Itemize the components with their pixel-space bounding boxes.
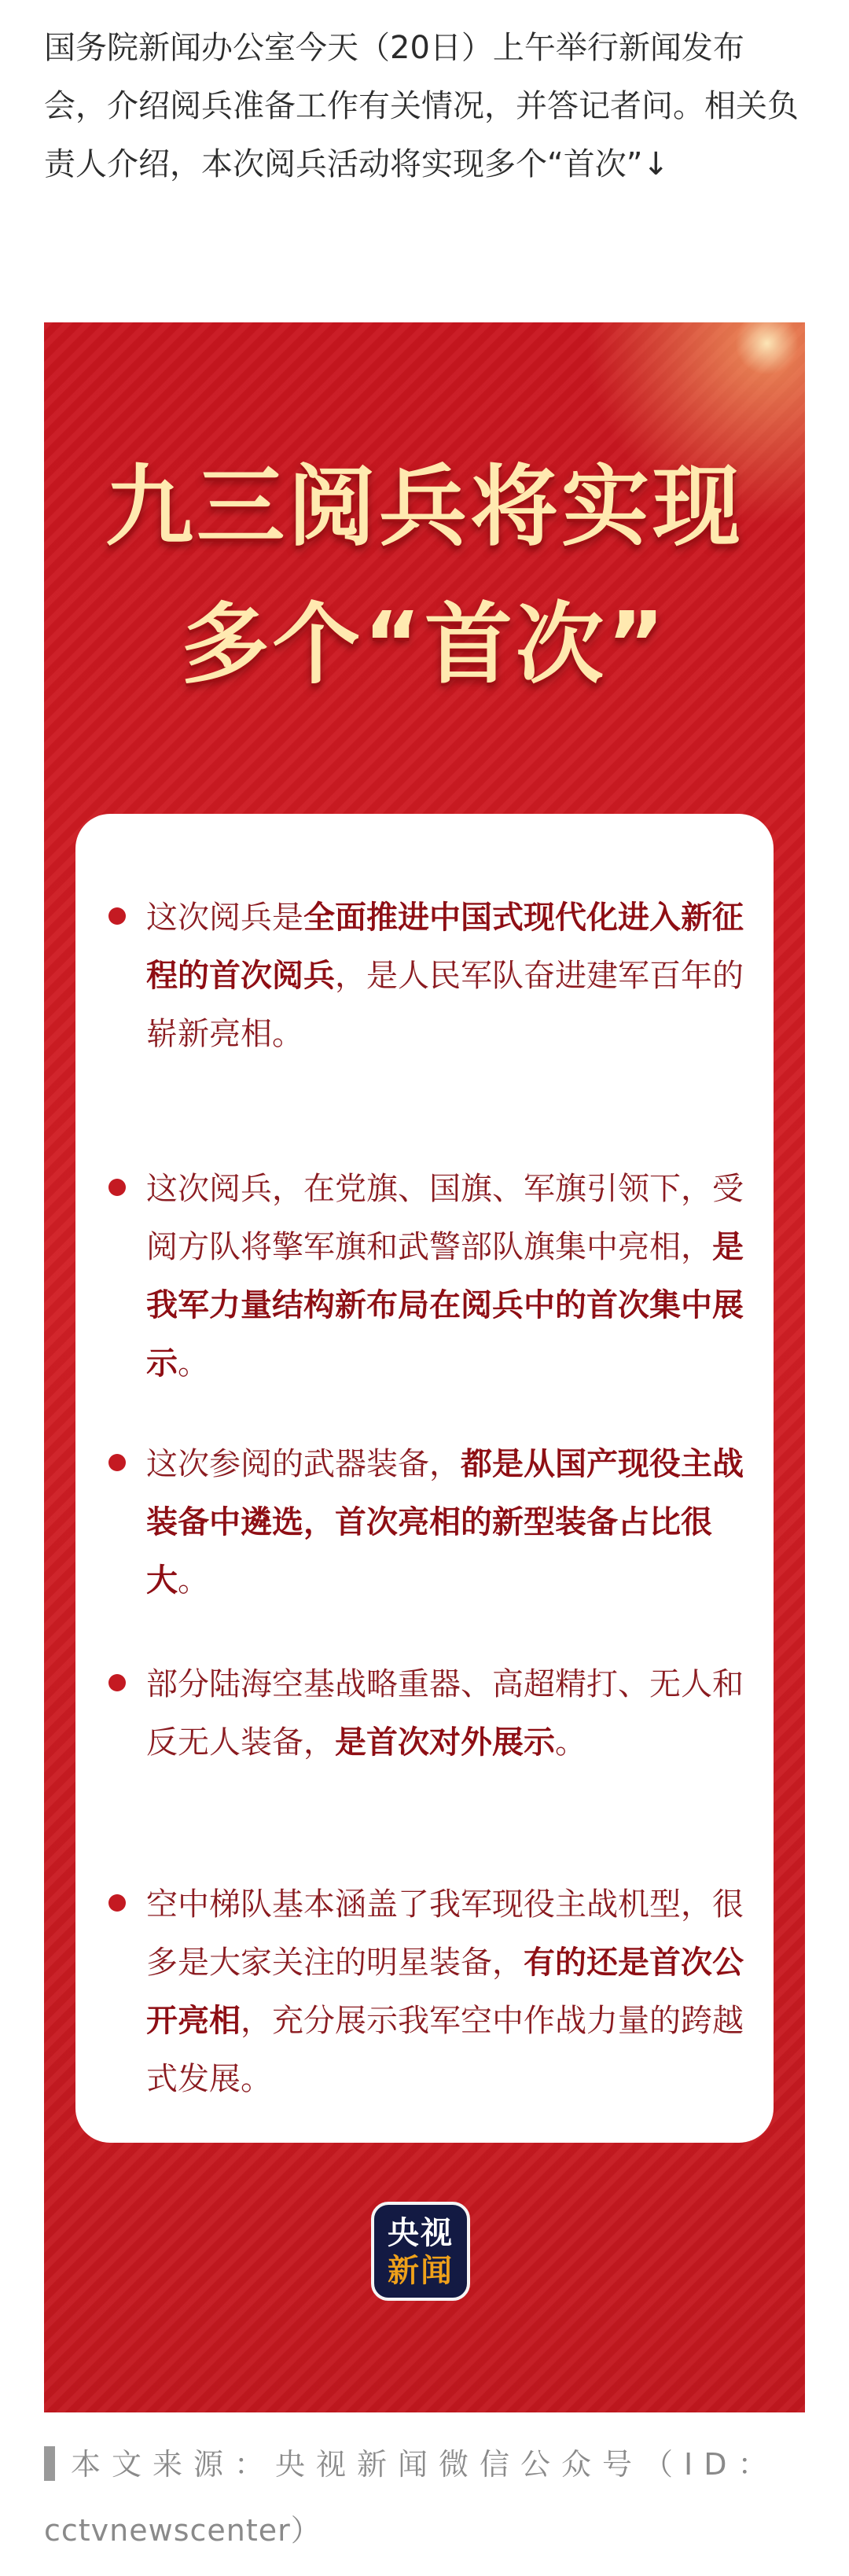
source-text: 本文来源：央视新闻微信公众号（ID： <box>71 2447 779 2482</box>
logo-line1: 央视 <box>388 2215 454 2251</box>
poster-image <box>44 322 805 2412</box>
bullet-text-pre: 部分陆海空基战略重器、高超精打、无人和反无人装备， <box>146 1666 744 1761</box>
bullet-dot-icon <box>108 1894 126 1912</box>
bullet-text-bold: 是首次对外展示 <box>335 1724 555 1761</box>
poster-title-line1: 九三阅兵将实现 <box>105 456 744 558</box>
bullet-text-bold: 全面推进中国式现代化进入新征程的首次阅兵 <box>146 900 744 994</box>
bullet-text-post: ，是人民军队奋进建军百年的崭新亮相。 <box>146 958 744 1052</box>
cctv-news-logo <box>371 2202 470 2301</box>
bullet-text-post: 。 <box>178 1562 209 1599</box>
bullet-text-bold: 是我军力量结构新布局在阅兵中的首次集中展示 <box>146 1229 744 1382</box>
bullet-text-pre: 这次阅兵是 <box>146 900 303 936</box>
source-note <box>44 2431 805 2563</box>
list-item <box>146 1435 744 1610</box>
bullet-text-post: ，充分展示我军空中作战力量的跨越式发展。 <box>146 2003 744 2097</box>
bullet-dot-icon <box>108 907 126 925</box>
bullet-dot-icon <box>108 1674 126 1691</box>
bullet-dot-icon <box>108 1454 126 1471</box>
source-id: cctvnewscenter） <box>44 2513 322 2548</box>
list-item <box>146 889 744 1063</box>
bullet-dot-icon <box>108 1179 126 1196</box>
bullet-text-post: 。 <box>555 1724 586 1761</box>
list-item <box>146 1160 744 1393</box>
bullet-text-pre: 空中梯队基本涵盖了我军现役主战机型，很多是大家关注的明星装备， <box>146 1886 744 1981</box>
logo-line2: 新闻 <box>388 2253 454 2289</box>
intro-paragraph: 国务院新闻办公室今天（20日）上午举行新闻发布会，介绍阅兵准备工作有关情况，并答记者问。相关负责人介绍，本次阅兵活动将实现多个“首次”↓ <box>44 30 799 182</box>
bullet-text-post: 。 <box>178 1345 209 1382</box>
bullet-card <box>75 814 774 2143</box>
list-item <box>146 1655 744 1772</box>
list-item <box>146 1875 744 2108</box>
bullet-text-pre: 这次阅兵，在党旗、国旗、军旗引领下，受阅方队将擎军旗和武警部队旗集中亮相， <box>146 1171 744 1265</box>
bullet-text-bold: 都是从国产现役主战装备中遴选，首次亮相的新型装备占比很大 <box>146 1446 744 1599</box>
quote-bar-icon <box>44 2446 55 2481</box>
bullet-text-pre: 这次参阅的武器装备， <box>146 1446 461 1482</box>
poster-title-line2: 多个“首次” <box>181 594 668 696</box>
bullet-text-bold: 有的还是首次公开亮相 <box>146 1945 744 2039</box>
